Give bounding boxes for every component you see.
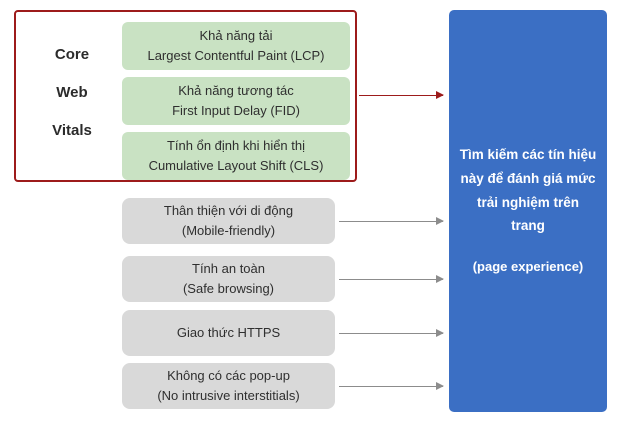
result-panel-subtext: (page experience) [472, 258, 584, 274]
arrow-mobile-friendly-to-result [339, 221, 443, 222]
signal-card-https-title: Giao thức HTTPS [176, 324, 281, 340]
core-web-vitals-label-line-2: Web [56, 84, 88, 101]
signal-card-mobile-friendly [122, 198, 335, 244]
arrow-head-icon [436, 217, 444, 225]
result-panel-text: Tìm kiếm các tín hiệu này để đánh giá mức trải nghiệm trên trang [459, 147, 597, 234]
arrow-shaft [339, 333, 443, 334]
arrow-safe-browsing-to-result [339, 279, 443, 280]
vital-card-fid-subtitle: First Input Delay (FID) [172, 103, 300, 118]
vital-card-fid-title: Khả năng tương tác [178, 82, 294, 98]
signal-card-no-interstitials [122, 363, 335, 409]
arrow-no-interstitials-to-result [339, 386, 443, 387]
arrow-head-icon [436, 91, 444, 99]
vital-card-cls-subtitle: Cumulative Layout Shift (CLS) [148, 158, 324, 173]
result-panel [449, 10, 607, 412]
arrow-head-icon [436, 382, 444, 390]
signal-card-no-interstitials-title: Không có các pop-up [167, 367, 290, 383]
signal-card-mobile-friendly-title: Thân thiện với di động [163, 202, 294, 218]
signal-card-safe-browsing-subtitle: (Safe browsing) [182, 281, 275, 296]
arrow-head-icon [436, 329, 444, 337]
arrow-https-to-result [339, 333, 443, 334]
arrow-core-web-vitals-to-result [359, 95, 443, 96]
vital-card-cls [122, 132, 350, 180]
vital-card-fid [122, 77, 350, 125]
arrow-shaft [339, 221, 443, 222]
signal-card-https [122, 310, 335, 356]
core-web-vitals-label [26, 36, 118, 150]
signal-card-safe-browsing [122, 256, 335, 302]
arrow-shaft [359, 95, 443, 96]
core-web-vitals-label-line-3: Vitals [52, 122, 92, 139]
vital-card-lcp-subtitle: Largest Contentful Paint (LCP) [147, 48, 325, 63]
signal-card-mobile-friendly-subtitle: (Mobile-friendly) [181, 223, 276, 238]
arrow-shaft [339, 279, 443, 280]
signal-card-safe-browsing-title: Tính an toàn [192, 260, 265, 276]
arrow-head-icon [436, 275, 444, 283]
vital-card-lcp [122, 22, 350, 70]
signal-card-no-interstitials-subtitle: (No intrusive interstitials) [157, 388, 300, 403]
core-web-vitals-label-line-1: Core [54, 46, 90, 63]
arrow-shaft [339, 386, 443, 387]
vital-card-cls-title: Tính ổn định khi hiển thị [166, 137, 306, 153]
vital-card-lcp-title: Khả năng tải [199, 27, 273, 43]
